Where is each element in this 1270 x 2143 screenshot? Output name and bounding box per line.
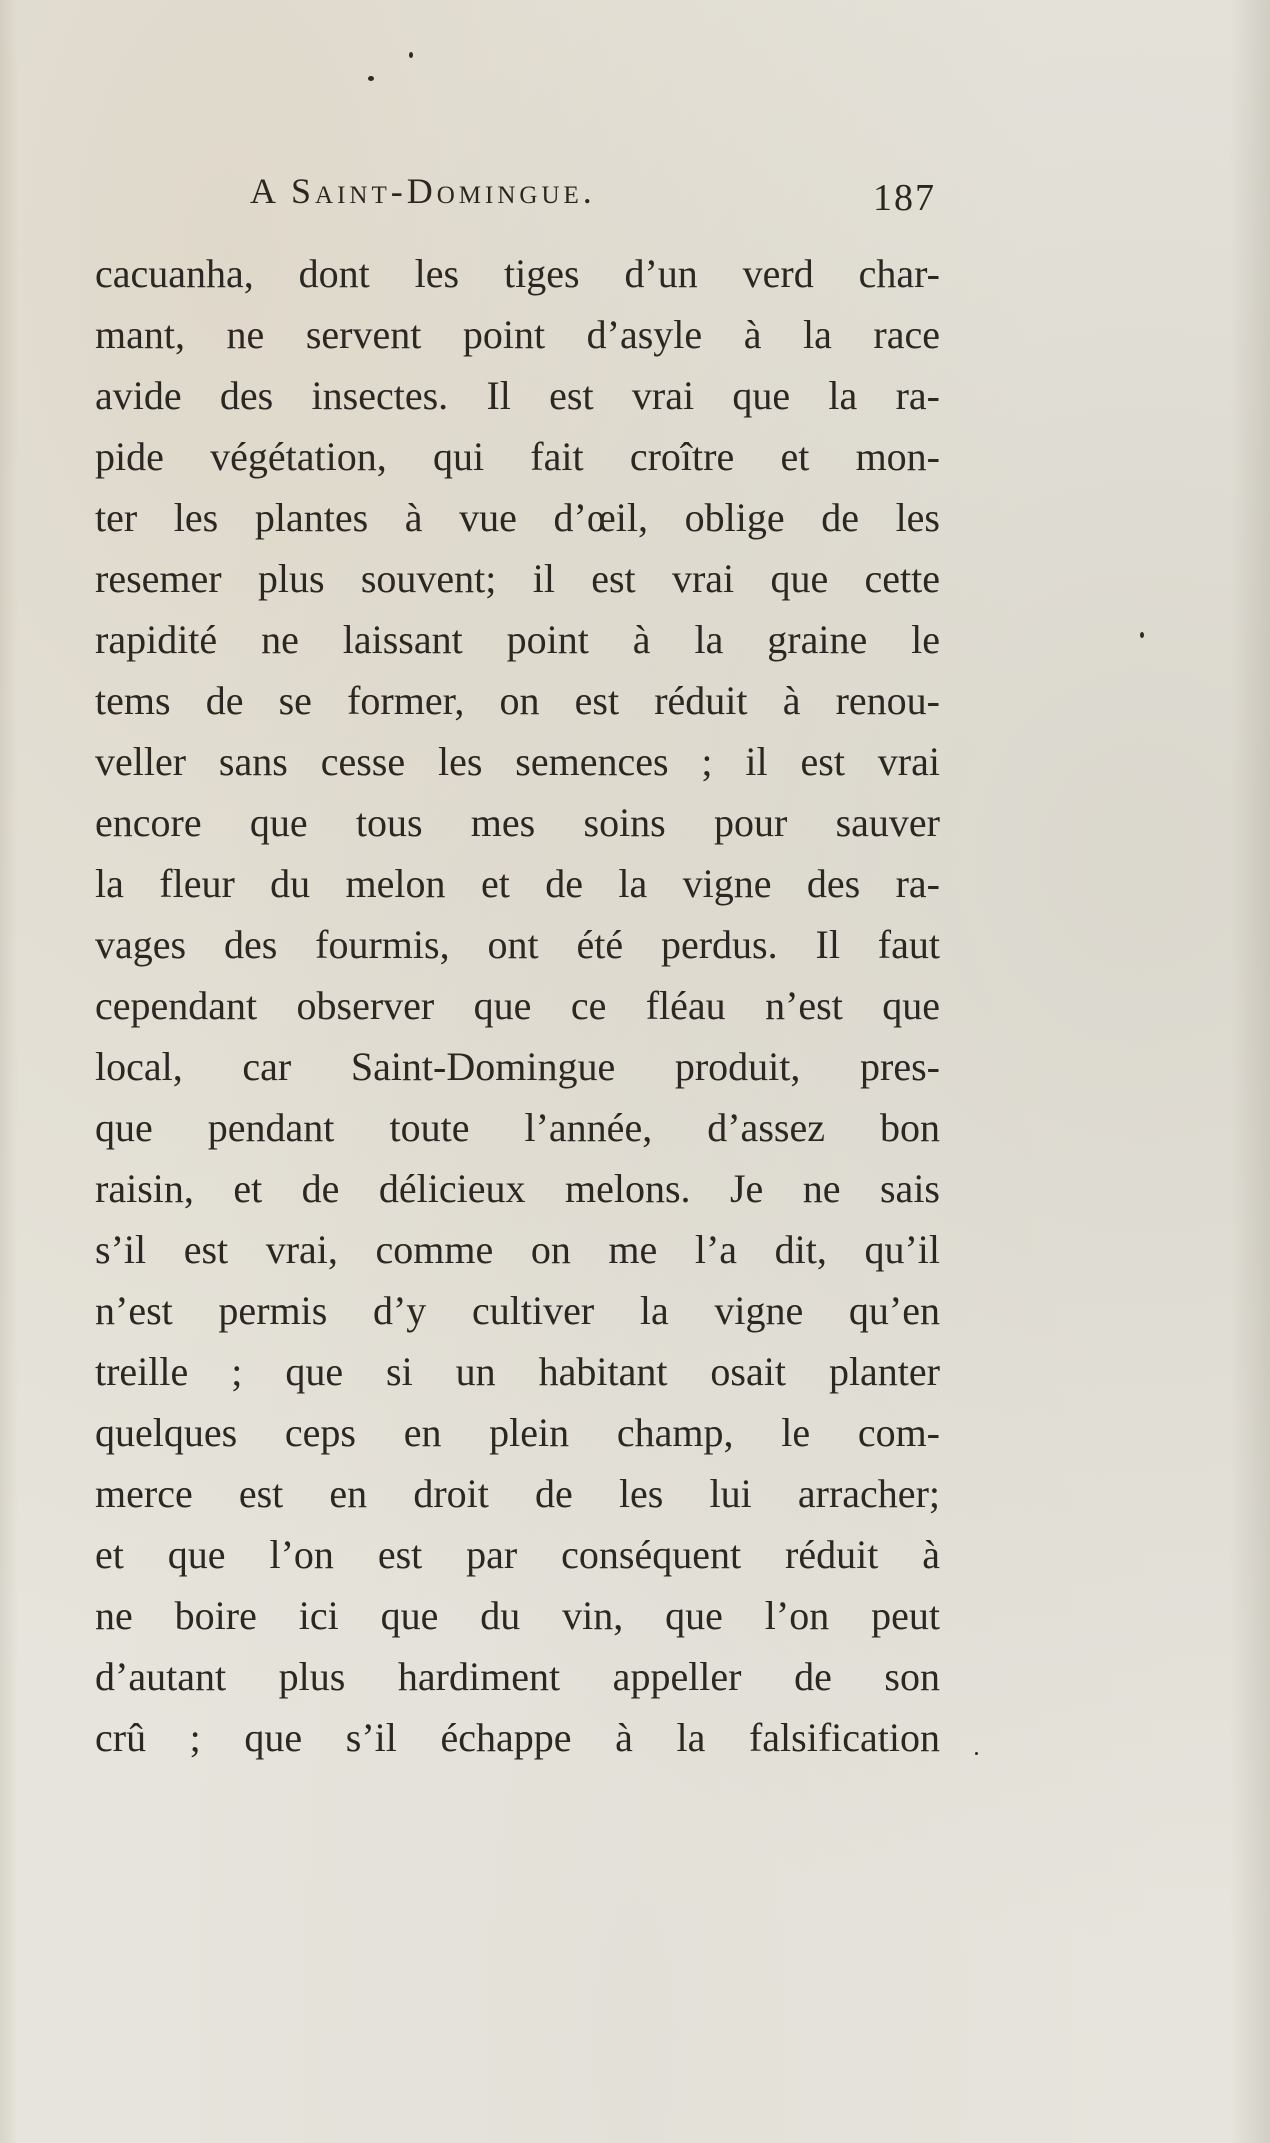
- text-line: quelques ceps en plein champ, le com-: [95, 1410, 940, 1455]
- page-number: 187: [873, 177, 936, 219]
- text-line: local, car Saint-Domingue produit, pres-: [95, 1044, 940, 1089]
- text-line: resemer plus souvent; il est vrai que cette: [95, 556, 940, 601]
- text-line: et que l’on est par conséquent réduit à: [95, 1532, 940, 1577]
- ink-speck: [1140, 632, 1144, 638]
- text-line: avide des insectes. Il est vrai que la ra-: [95, 373, 940, 418]
- text-line: cacuanha, dont les tiges d’un verd char-: [95, 251, 940, 296]
- text-line: vages des fourmis, ont été perdus. Il faut: [95, 922, 940, 967]
- text-line: n’est permis d’y cultiver la vigne qu’en: [95, 1288, 940, 1333]
- text-line: rapidité ne laissant point à la graine le: [95, 617, 940, 662]
- running-head: [250, 170, 940, 230]
- text-line: raisin, et de délicieux melons. Je ne sais: [95, 1166, 940, 1211]
- text-line: ter les plantes à vue d’œil, oblige de les: [95, 495, 940, 540]
- text-line: ne boire ici que du vin, que l’on peut: [95, 1593, 940, 1638]
- ink-speck: [975, 1752, 978, 1755]
- body-text: [95, 243, 940, 1768]
- page-edge-shading: [0, 0, 18, 2143]
- text-line: treille ; que si un habitant osait planter: [95, 1349, 940, 1394]
- text-line: mant, ne servent point d’asyle à la race: [95, 312, 940, 357]
- text-line: que pendant toute l’année, d’assez bon: [95, 1105, 940, 1150]
- text-line: merce est en droit de les lui arracher;: [95, 1471, 940, 1516]
- running-title: A Saint-Domingue.: [250, 171, 596, 211]
- text-line: pide végétation, qui fait croître et mon-: [95, 434, 940, 479]
- text-line: tems de se former, on est réduit à renou-: [95, 678, 940, 723]
- text-line: cependant observer que ce fléau n’est que: [95, 983, 940, 1028]
- text-line: crû ; que s’il échappe à la falsification: [95, 1715, 940, 1760]
- text-line: d’autant plus hardiment appeller de son: [95, 1654, 940, 1699]
- ink-speck: [368, 76, 374, 81]
- spine-shadow: [1230, 0, 1270, 2143]
- text-line: la fleur du melon et de la vigne des ra-: [95, 861, 940, 906]
- ink-speck: [409, 52, 413, 58]
- text-line: encore que tous mes soins pour sauver: [95, 800, 940, 845]
- text-line: s’il est vrai, comme on me l’a dit, qu’il: [95, 1227, 940, 1272]
- text-line: veller sans cesse les semences ; il est vrai: [95, 739, 940, 784]
